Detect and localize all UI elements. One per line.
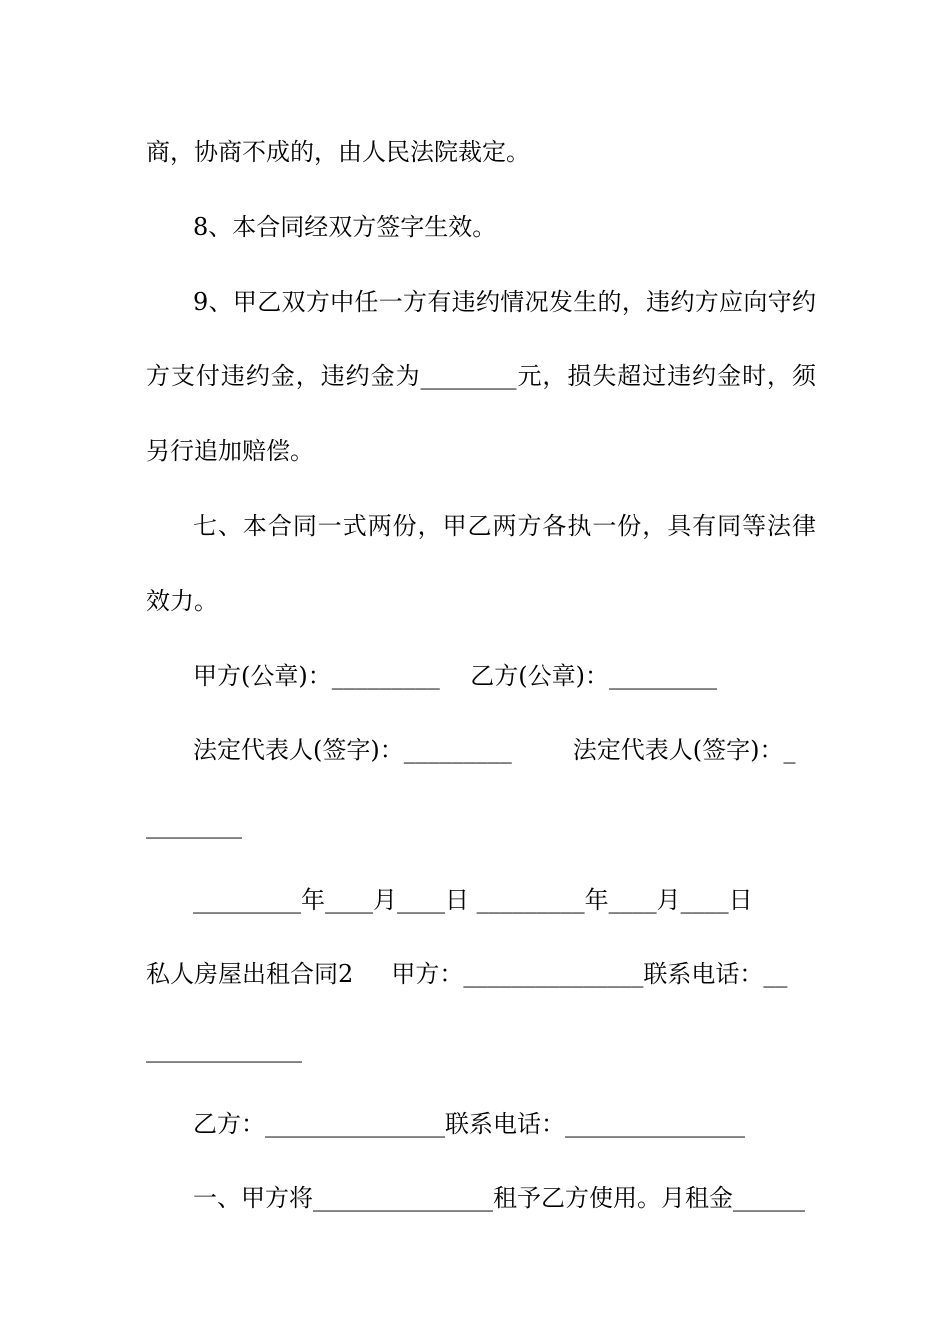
clause-9-end: 另行追加赔偿。 — [146, 437, 314, 465]
party-seal-line: 甲方(公章)：_________ 乙方(公章)：_________ — [193, 662, 717, 690]
party-b-line: 乙方：_______________联系电话：_______________ — [193, 1110, 745, 1138]
section-7: 七、本合同一式两份，甲乙两方各执一份，具有同等法律 — [193, 512, 816, 540]
clause-9-continued: 方支付违约金，违约金为________元，损失超过违约金时，须 — [146, 362, 816, 390]
section-7-end: 效力。 — [146, 587, 218, 615]
clause-8: 8、本合同经双方签字生效。 — [193, 213, 497, 241]
legal-representative-line: 法定代表人(签字)：_________ 法定代表人(签字)：_ — [193, 736, 796, 764]
contract-2-header: 私人房屋出租合同2 甲方：_______________联系电话：__ — [146, 960, 788, 988]
clause-9: 9、甲乙双方中任一方有违约情况发生的，违约方应向守约 — [193, 288, 816, 316]
paragraph-line: 商，协商不成的，由人民法院裁定。 — [146, 138, 530, 166]
date-line: _________年____月____日 _________年____月____日 — [193, 886, 753, 914]
phone-blank: _____________ — [146, 1035, 302, 1063]
signature-blank: ________ — [146, 811, 242, 839]
clause-1: 一、甲方将_______________租予乙方使用。月租金______ — [193, 1184, 805, 1212]
